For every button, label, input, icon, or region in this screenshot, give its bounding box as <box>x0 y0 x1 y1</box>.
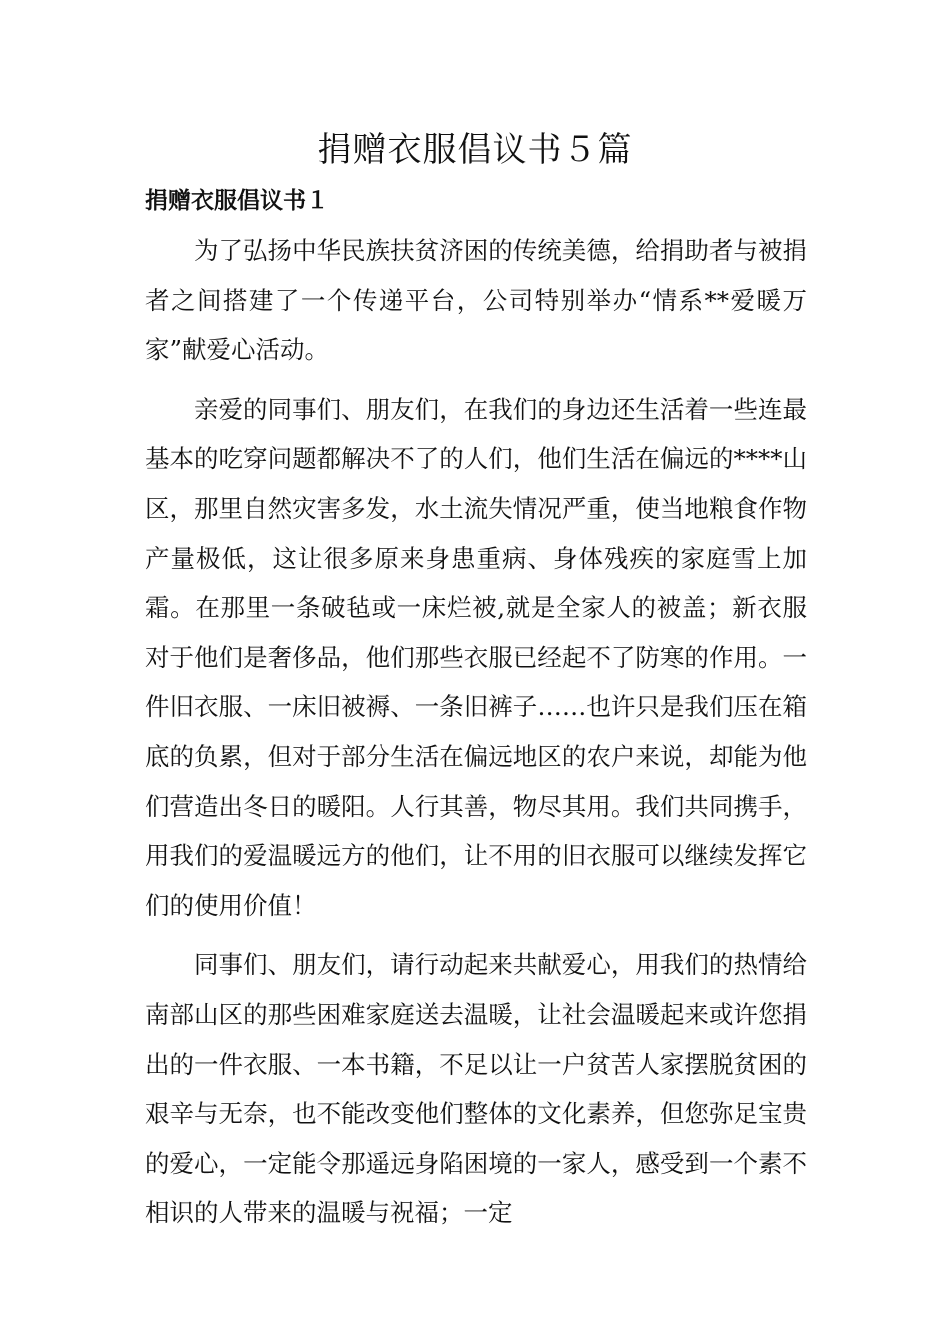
section-heading: 捐赠衣服倡议书１ <box>145 187 329 214</box>
document-body <box>145 226 807 1248</box>
document-title: 捐赠衣服倡议书５篇 <box>317 130 633 170</box>
paragraph-intro: 为了弘扬中华民族扶贫济困的传统美德，给捐助者与被捐者之间搭建了一个传递平台，公司特别举办“情系**爱暖万家”献爱心活动。 <box>145 236 807 365</box>
paragraph-call-to-action: 同事们、朋友们，请行动起来共献爱心，用我们的热情给南部山区的那些困难家庭送去温暖，让社会温暖起来或许您捐出的一件衣服、一本书籍，不足以让一户贫苦人家摆脱贫困的艰辛与无奈，也不能改变他们整体的文化素养，但您弥足宝贵的爱心，一定能令那遥远身陷困境的一家人，感受到一个素不相识的人带来的温暖与祝福；一定 <box>145 950 807 1228</box>
paragraph-appeal: 亲爱的同事们、朋友们，在我们的身边还生活着一些连最基本的吃穿问题都解决不了的人们，他们生活在偏远的****山区，那里自然灾害多发，水土流失情况严重，使当地粮食作物产量极低，这让很多原来身患重病、身体残疾的家庭雪上加霜。在那里一条破毡或一床烂被,就是全家人的被盖；新衣服对于他们是奢侈品，他们那些衣服已经起不了防寒的作用。一件旧衣服、一床旧被褥、一条旧裤子……也许只是我们压在箱底的负累，但对于部分生活在偏远地区的农户来说，却能为他们营造出冬日的暖阳。人行其善，物尽其用。我们共同携手，用我们的爱温暖远方的他们，让不用的旧衣服可以继续发挥它们的使用价值！ <box>145 394 807 920</box>
